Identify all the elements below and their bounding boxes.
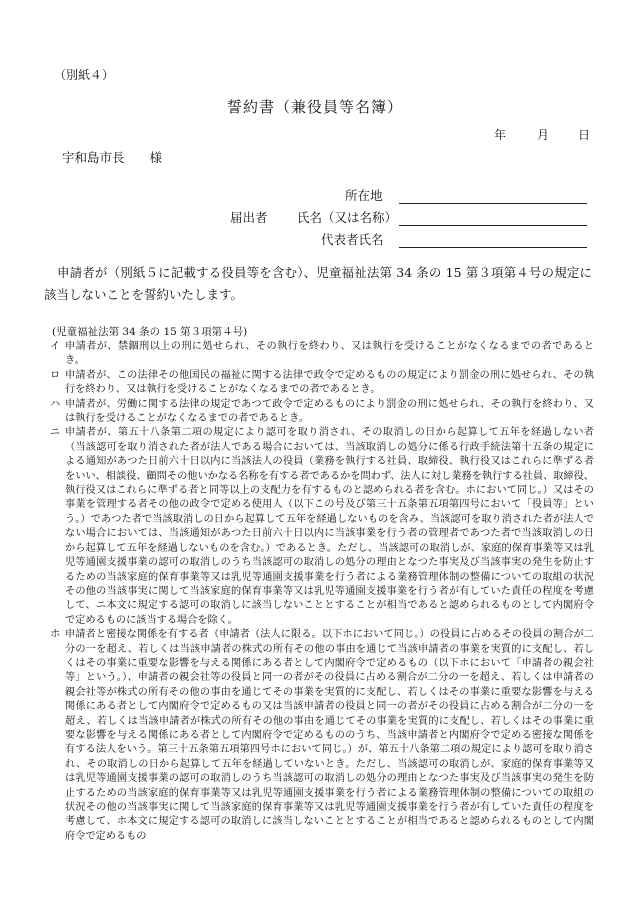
item-marker: ハ — [50, 398, 61, 410]
representative-field[interactable] — [399, 247, 587, 248]
law-reference-heading: (児童福祉法第 34 条の 15 第３項第４号) — [52, 326, 248, 338]
address-label: 所在地 — [345, 188, 383, 203]
document-title: 誓約書（兼役員等名簿） — [226, 98, 403, 116]
submitter-label: 届出者 — [230, 210, 268, 225]
list-item — [50, 426, 594, 628]
item-text: 申請者が、労働に関する法律の規定であつて政令で定めるものにより罰金の刑に処せられ、その執行を終わり、又は執行を受けることがなくなるまでの者であるとき。 — [65, 398, 594, 425]
item-text: 申請者が、禁錮刑以上の刑に処せられ、その執行を終わり、又は執行を受けることがなくなるまでの者であるとき。 — [65, 341, 594, 367]
item-marker: ニ — [50, 427, 61, 439]
list-item — [50, 340, 594, 369]
attachment-label: （別紙４） — [54, 68, 115, 82]
item-text: 申請者と密接な関係を有する者（申請者（法人に限る。以下ホにおいて同じ。）の役員に占めるその役員の割合が二分の一を超え、若しくは当該申請者の株式の所有その他の事由を通じて当該申請者の事業を実質的に支配し、若しくはその事業に重要な影響を与える関係にある者として内閣府令で定めるもの（以下ホにおいて「申請者の親会社等」という。）、申請者の親会社等の役員と同一の者がその役員に占める割合が二分の一を超え、若しくは申請者の親会社等が株式の所有その他の事由を通じてその事業を実質的に支配し、若しくはその事業に重要な影響を与える関係にある者として内閣府令で定めるもの又は当該申請者の役員と同一の者がその役員に占める割合が二分の一を超え、若しくは当該申請者が株式の所有その他の事由を通じてその事業を実質的に支配し、若しくはその事業に重要な影響を与える関係にある者として内閣府令で定めるもののうち、当該申請者と内閣府令で定める密接な関係を有する法人をいう。第三十五条第五項第四号ホにおいて同じ。）が、第五十八条第二項の規定により認可を取り消され、その取消しの日から起算して五年を経過していないとき。ただし、当該認可の取消しが、家庭的保育事業等又は乳児等通園支援事業の認可の取消しのうち当該認可の取消しの処分の理由となつた事実及び当該事実の発生を防止するための当該家庭的保育事業等又は乳児等通園支援事業を行う者による業務管理体制の整備についての取組の状況その他の当該事実に関して当該家庭的保育事業等又は乳児等通園支援事業を行う者が有していた責任の程度を考慮して、ホ本文に規定する認可の取消しに該当しないこととすることが相当であると認められるものとして内閣府令で定めるもの — [65, 629, 594, 842]
item-text: 申請者が、第五十八条第二項の規定により認可を取り消され、その取消しの日から起算して五年を経過しない者（当該認可を取り消された者が法人である場合においては、当該取消しの処分に係る行政手続法第十五条の規定による通知があつた日前六十日以内に当該法人の役員（業務を執行する社員、取締役、執行役又はこれらに準ずる者をいい、相談役、顧問その他いかなる名称を有する者であるかを問わず、法人に対し業務を執行する社員、取締役、執行役又はこれらに準ずる者と同等以上の支配力を有するものと認められる者を含む。ホにおいて同じ。）又はその事業を管理する者その他の政令で定める使用人（以下この号及び第三十五条第五項第四号において「役員等」という。）であつた者で当該取消しの日から起算して五年を経過しないものを含み、当該認可を取り消された者が法人でない場合においては、当該通知があつた日前六十日以内に当該事業を行う者の管理者であつた者で当該取消しの日から起算して五年を経過しないものを含む。）であるとき。ただし、当該認可の取消しが、家庭的保育事業等又は乳児等通園支援事業の認可の取消しのうち当該認可の取消しの処分の理由となつた事実及び当該事実の発生を防止するための当該家庭的保育事業等又は乳児等通園支援事業を行う者による業務管理体制の整備についての取組の状況その他の当該事実に関して当該家庭的保育事業等又は乳児等通園支援事業を行う者が有していた責任の程度を考慮して、ニ本文に規定する認可の取消しに該当しないこととすることが相当であると認められるものとして内閣府令で定めるものに該当する場合を除く。 — [65, 427, 594, 626]
date-year-label: 年 — [494, 128, 507, 142]
list-item — [50, 398, 594, 427]
date-month-label: 月 — [537, 128, 550, 142]
item-marker: イ — [50, 341, 61, 352]
item-marker: ホ — [50, 629, 61, 641]
item-text: 申請者が、この法律その他国民の福祉に関する法律で政令で定めるものの規定により罰金の刑に処せられ、その執行を終わり、又は執行を受けることがなくなるまでの者であるとき。 — [65, 369, 594, 396]
addressee: 宇和島市長 様 — [62, 150, 163, 165]
law-provision-list — [50, 340, 594, 844]
item-marker: ロ — [50, 369, 61, 381]
name-field[interactable] — [399, 225, 587, 226]
list-item — [50, 369, 594, 398]
representative-label: 代表者氏名 — [321, 232, 384, 247]
address-field[interactable] — [399, 203, 587, 204]
pledge-statement: 申請者が（別紙５に記載する役員等を含む）、児童福祉法第 34 条の 15 第３項第４号の規定に該当しないことを誓約いたします。 — [44, 265, 592, 302]
name-label: 氏名（又は名称） — [297, 210, 398, 225]
date-day-label: 日 — [578, 128, 591, 142]
list-item — [50, 628, 594, 844]
